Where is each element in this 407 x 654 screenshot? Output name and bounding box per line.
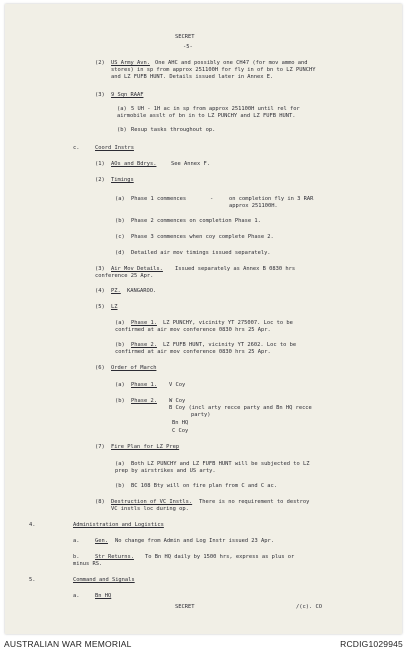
para-heading: Str Returns. — [95, 554, 134, 560]
para-text: Resup tasks throughout op. — [131, 127, 216, 133]
footer-classification: SECRET — [175, 604, 195, 610]
subpara-letter: (a) — [115, 320, 125, 326]
para-heading: PZ. — [111, 288, 121, 294]
para-number: (2) — [95, 60, 105, 66]
subpara-letter: b. — [73, 554, 80, 560]
para-text: Phase 3 commences when coy complete Phase 2. — [131, 234, 274, 240]
para-text: Issued separately as Annex B 0830 hrs — [175, 266, 296, 272]
para-heading: Phase 2. — [131, 342, 157, 348]
para-text: minus RS. — [73, 561, 103, 567]
para-heading: Phase 1. — [131, 320, 157, 326]
subpara-letter: (b) — [115, 218, 125, 224]
para-text: Phase 1 commences — [131, 196, 187, 202]
para-text: To Bn HQ daily by 1500 hrs, express as plus or — [145, 554, 295, 560]
para-text: See Annex F. — [171, 161, 210, 167]
para-text: confirmed at air mov conference 0830 hrs 25 Apr. — [115, 349, 271, 355]
para-text: party) — [191, 412, 211, 418]
subpara-letter: (b) — [115, 342, 125, 348]
para-text: One AHC and possibly one CH47 (for mov ammo and — [155, 60, 308, 66]
subpara-letter: a. — [73, 538, 80, 544]
subpara-letter: (b) — [115, 398, 125, 404]
para-text: prep by airstrikes and US arty. — [115, 468, 216, 474]
subpara-letter: (a) — [115, 461, 125, 467]
para-text: conference 25 Apr. — [95, 273, 154, 279]
subpara-letter: (b) — [117, 127, 127, 133]
para-text: and LZ FUFB HUNT. Details issued later in Annex E. — [111, 74, 274, 80]
para-text: B Coy (incl arty recce party and Bn HQ recce — [169, 405, 312, 411]
para-text: VC instls loc during op. — [111, 506, 189, 512]
para-text: Bn HQ — [172, 420, 189, 426]
para-heading: Phase 1. — [131, 382, 157, 388]
para-heading: 9 Sqn RAAF — [111, 92, 144, 98]
para-number: (4) — [95, 288, 105, 294]
section-number: 5. — [29, 577, 36, 583]
para-number: (5) — [95, 304, 105, 310]
subpara-letter: (a) — [115, 382, 125, 388]
para-text: No change from Admin and Log Instr issued 23 Apr. — [115, 538, 275, 544]
para-number: (7) — [95, 444, 105, 450]
para-text: W Coy — [169, 398, 186, 404]
para-text: on completion fly in 3 RAR — [229, 196, 314, 202]
para-heading: Timings — [111, 177, 134, 183]
section-letter: c. — [73, 145, 80, 151]
archive-credit: AUSTRALIAN WAR MEMORIAL — [4, 639, 132, 649]
subpara-letter: (d) — [115, 250, 125, 256]
subpara-letter: a. — [73, 593, 80, 599]
section-heading: Command and Signals — [73, 577, 135, 583]
para-number: (2) — [95, 177, 105, 183]
para-text: Both LZ PUNCHY and LZ FUFB HUNT will be subjected to LZ — [131, 461, 310, 467]
subpara-letter: (b) — [115, 483, 125, 489]
header-classification: SECRET — [175, 34, 195, 40]
subpara-letter: (c) — [115, 234, 125, 240]
para-text: approx 251100H. — [229, 203, 278, 209]
para-text: airmobile asslt of bn in to LZ PUNCHY and LZ FUFB HUNT. — [117, 113, 296, 119]
para-heading: Fire Plan for LZ Prep — [111, 444, 180, 450]
para-text: BC 108 Bty will on fire plan from C and C ac. — [131, 483, 278, 489]
para-text: LZ FUFB HUNT, vicinity YT 2602. Loc to be — [163, 342, 297, 348]
document-page — [5, 4, 402, 634]
subpara-letter: (a) — [117, 106, 127, 112]
para-text: stores) in sp from approx 251100H for fly in of bn to LZ PUNCHY — [111, 67, 316, 73]
para-heading: Gen. — [95, 538, 108, 544]
para-text: 5 UH - 1H ac in sp from approx 251100H until rel for — [131, 106, 300, 112]
section-heading: Administration and Logistics — [73, 522, 164, 528]
para-heading: Bn HQ — [95, 593, 112, 599]
dash: - — [210, 196, 214, 202]
para-heading: Destruction of VC Instls. — [111, 499, 193, 505]
para-text: There is no requirement to destroy — [199, 499, 310, 505]
archive-id: RCDIG1029945 — [340, 639, 403, 649]
para-heading: LZ — [111, 304, 118, 310]
subpara-letter: (a) — [115, 196, 125, 202]
para-number: (6) — [95, 365, 105, 371]
para-heading: Order of March — [111, 365, 157, 371]
para-heading: AOs and Bdrys. — [111, 161, 157, 167]
para-heading: Air Mov Details. — [111, 266, 163, 272]
para-number: (3) — [95, 92, 105, 98]
section-heading: Coord Instrs — [95, 145, 134, 151]
para-number: (8) — [95, 499, 105, 505]
para-text: V Coy — [169, 382, 186, 388]
para-text: C Coy — [172, 428, 189, 434]
para-text: confirmed at air mov conference 0830 hrs 25 Apr. — [115, 327, 271, 333]
para-number: (1) — [95, 161, 105, 167]
para-text: Phase 2 commences on completion Phase 1. — [131, 218, 261, 224]
para-heading: US Army Avn. — [111, 60, 150, 66]
page-number: -5- — [183, 44, 193, 50]
para-text: Detailed air mov timings issued separately. — [131, 250, 271, 256]
section-number: 4. — [29, 522, 36, 528]
para-heading: Phase 2. — [131, 398, 157, 404]
para-text: KANGAROO. — [127, 288, 157, 294]
para-number: (3) — [95, 266, 105, 272]
para-text: LZ PUNCHY, vicinity YT 275007. Loc to be — [163, 320, 293, 326]
next-page-ref: /(c). CO — [296, 604, 322, 610]
